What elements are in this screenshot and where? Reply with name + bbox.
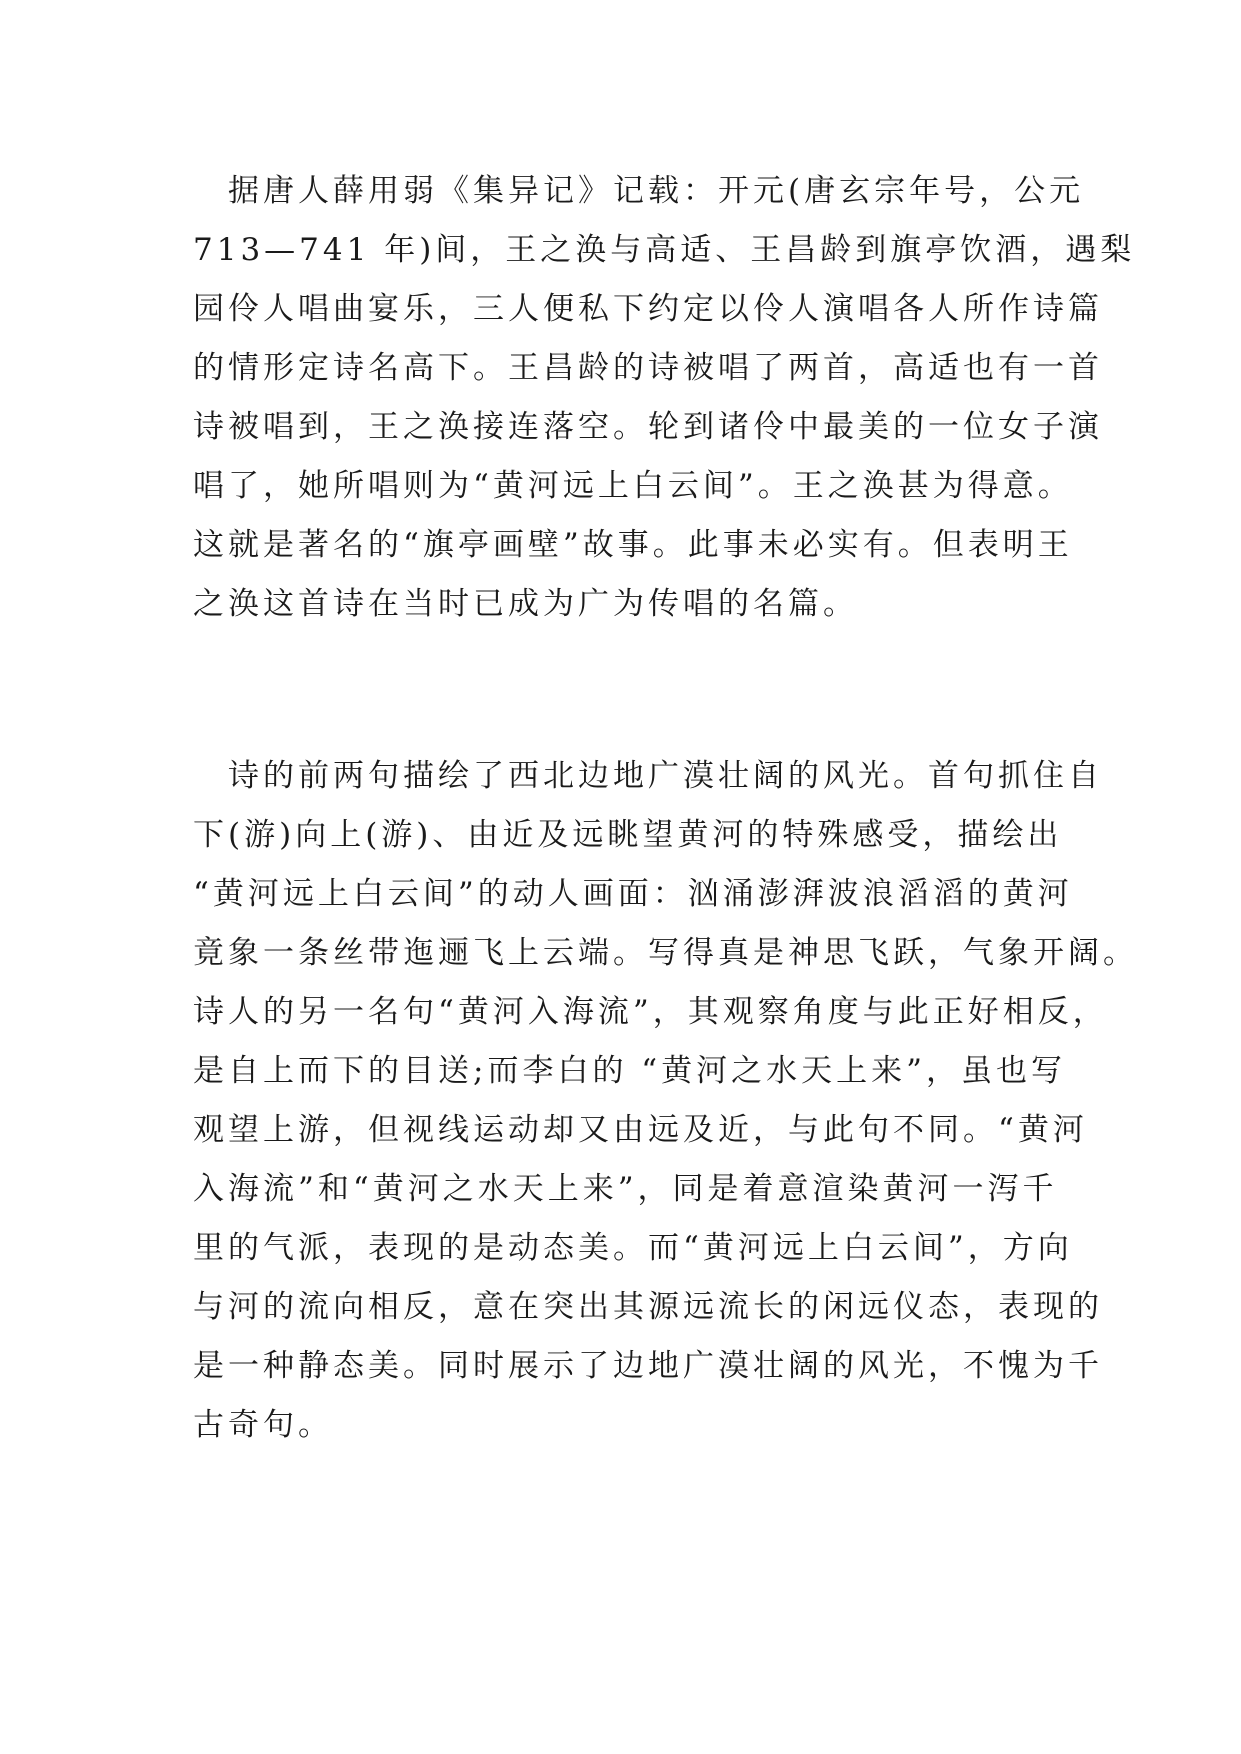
text-line: 诗的前两句描绘了西北边地广漠壮阔的风光。首句抓住自	[193, 758, 1103, 794]
text-line: 园伶人唱曲宴乐，三人便私下约定以伶人演唱各人所作诗篇	[193, 291, 1103, 327]
text-line: 之涣这首诗在当时已成为广为传唱的名篇。	[193, 586, 858, 622]
text-line: “黄河远上白云间”的动人画面：汹涌澎湃波浪滔滔的黄河	[193, 876, 1073, 912]
paragraph-jiyiji-story	[193, 162, 1136, 634]
text-line: 入海流”和“黄河之水天上来”，同是着意渲染黄河一泻千	[193, 1171, 1058, 1207]
text-line: 里的气派，表现的是动态美。而“黄河远上白云间”，方向	[193, 1230, 1073, 1266]
text-line: 的情形定诗名高下。王昌龄的诗被唱了两首，高适也有一首	[193, 350, 1103, 386]
paragraph-poem-analysis	[193, 747, 1138, 1455]
text-line: 诗人的另一名句“黄河入海流”，其观察角度与此正好相反，	[193, 994, 1108, 1030]
text-line: 竟象一条丝带迤逦飞上云端。写得真是神思飞跃，气象开阔。	[193, 935, 1138, 971]
text-line: 唱了，她所唱则为“黄河远上白云间”。王之涣甚为得意。	[193, 468, 1073, 504]
text-line: 古奇句。	[193, 1407, 333, 1443]
text-line: 这就是著名的“旗亭画壁”故事。此事未必实有。但表明王	[193, 527, 1073, 563]
text-line: 是一种静态美。同时展示了边地广漠壮阔的风光，不愧为千	[193, 1348, 1103, 1384]
text-line: 与河的流向相反，意在突出其源远流长的闲远仪态，表现的	[193, 1289, 1103, 1325]
text-line: 是自上而下的目送;而李白的 “黄河之水天上来”，虽也写	[193, 1053, 1066, 1089]
text-line: 下(游)向上(游)、由近及远眺望黄河的特殊感受，描绘出	[193, 817, 1063, 853]
text-line: 据唐人薛用弱《集异记》记载：开元(唐玄宗年号，公元	[193, 173, 1085, 209]
text-line: 观望上游，但视线运动却又由远及近，与此句不同。“黄河	[193, 1112, 1088, 1148]
text-line: 713—741 年)间，王之涣与高适、王昌龄到旗亭饮酒，遇梨	[193, 232, 1136, 268]
text-line: 诗被唱到，王之涣接连落空。轮到诸伶中最美的一位女子演	[193, 409, 1103, 445]
